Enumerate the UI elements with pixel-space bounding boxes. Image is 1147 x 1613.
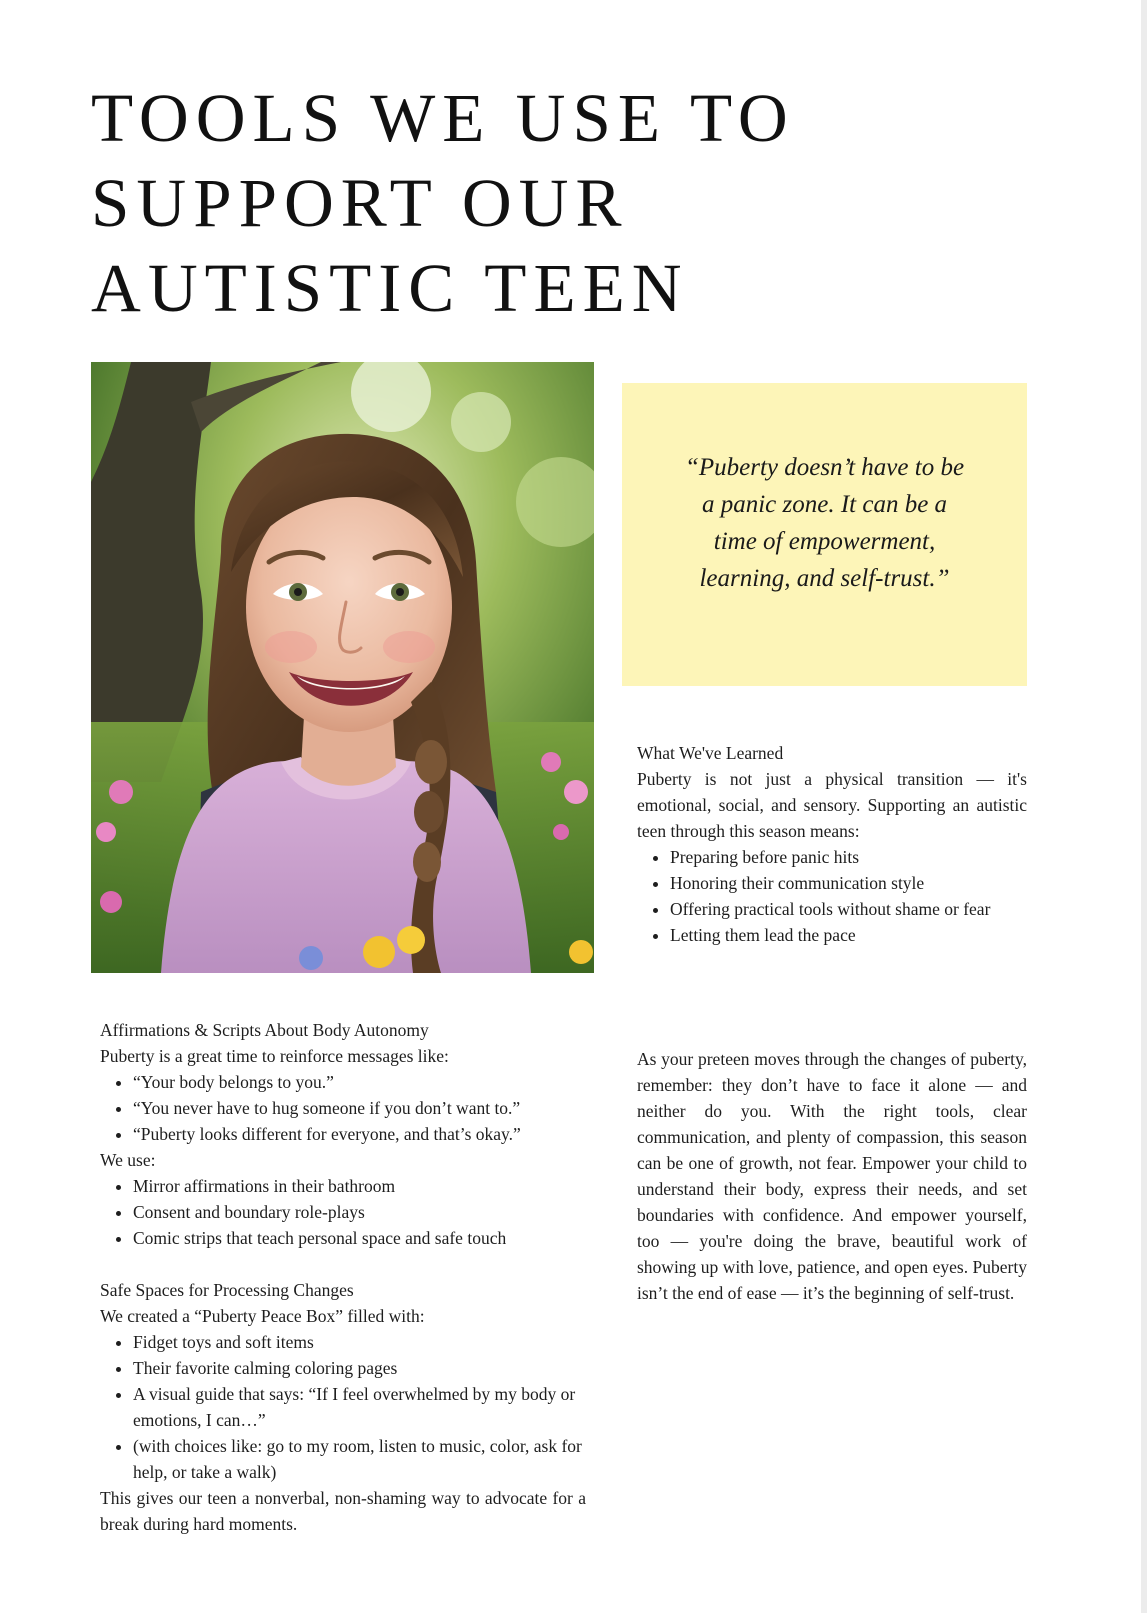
list-item: • Offering practical tools without shame or fear [670, 896, 1027, 922]
title-line-2: SUPPORT OUR [91, 165, 629, 241]
pull-quote: “Puberty doesn’t have to be a panic zone. It can be a time of empowerment, learning, and self-trust.” [684, 454, 965, 592]
section-heading-affirmations: Affirmations & Scripts About Body Autonomy [100, 1020, 429, 1040]
closing-paragraph: As your preteen moves through the changes of puberty, remember: they don’t have to face it alone — and neither do you. With the right tools, clear communication, and plenty of compassion, this season can be one of growth, not fear. Empower your child to understand their body, express their needs, and set boundaries with confidence. And empower yourself, too — you're doing the brave, beautiful work of showing up with love, patience, and open eyes. Puberty isn’t the end of ease — it’s the beginning of self-trust. [637, 1049, 1027, 1303]
list-item: • A visual guide that says: “If I feel overwhelmed by my body or emotions, I can…” [133, 1381, 586, 1433]
safe-spaces-intro: We created a “Puberty Peace Box” filled with: [100, 1306, 425, 1326]
list-item: • “Puberty looks different for everyone, and that’s okay.” [133, 1121, 586, 1147]
list-item: • Their favorite calming coloring pages [133, 1355, 586, 1381]
section-safe-spaces [100, 1277, 586, 1537]
list-item: • Fidget toys and soft items [133, 1329, 586, 1355]
pull-quote-box [622, 383, 1027, 686]
peace-box-list [100, 1329, 586, 1485]
title-line-1: TOOLS WE USE TO [91, 80, 795, 156]
page-title [91, 76, 991, 331]
section-what-weve-learned [637, 740, 1027, 948]
we-use-label: We use: [100, 1150, 156, 1170]
list-item: • “You never have to hug someone if you don’t want to.” [133, 1095, 586, 1121]
list-item: • Comic strips that teach personal space and safe touch [133, 1225, 586, 1251]
list-item: • Honoring their communication style [670, 870, 1027, 896]
affirmation-tools-list [100, 1173, 586, 1251]
section-heading-learned: What We've Learned [637, 743, 784, 763]
section-closing [637, 1046, 1027, 1306]
list-item: • Preparing before panic hits [670, 844, 1027, 870]
list-item: • Mirror affirmations in their bathroom [133, 1173, 586, 1199]
learned-list [637, 844, 1027, 948]
list-item: • Letting them lead the pace [670, 922, 1027, 948]
page-edge [1141, 0, 1147, 1613]
affirmation-messages-list [100, 1069, 586, 1147]
safe-spaces-outro: This gives our teen a nonverbal, non-shaming way to advocate for a break during hard moments. [100, 1488, 586, 1534]
section-affirmations [100, 1017, 586, 1251]
list-item: • (with choices like: go to my room, listen to music, color, ask for help, or take a walk) [133, 1433, 586, 1485]
photo-smiling-girl [91, 362, 594, 973]
title-line-3: AUTISTIC TEEN [91, 250, 689, 326]
section-heading-safe-spaces: Safe Spaces for Processing Changes [100, 1280, 354, 1300]
affirmations-intro: Puberty is a great time to reinforce messages like: [100, 1046, 449, 1066]
list-item: • Consent and boundary role-plays [133, 1199, 586, 1225]
list-item: • “Your body belongs to you.” [133, 1069, 586, 1095]
learned-intro: Puberty is not just a physical transition — it's emotional, social, and sensory. Supporting an autistic teen through this season means: [637, 769, 1027, 841]
